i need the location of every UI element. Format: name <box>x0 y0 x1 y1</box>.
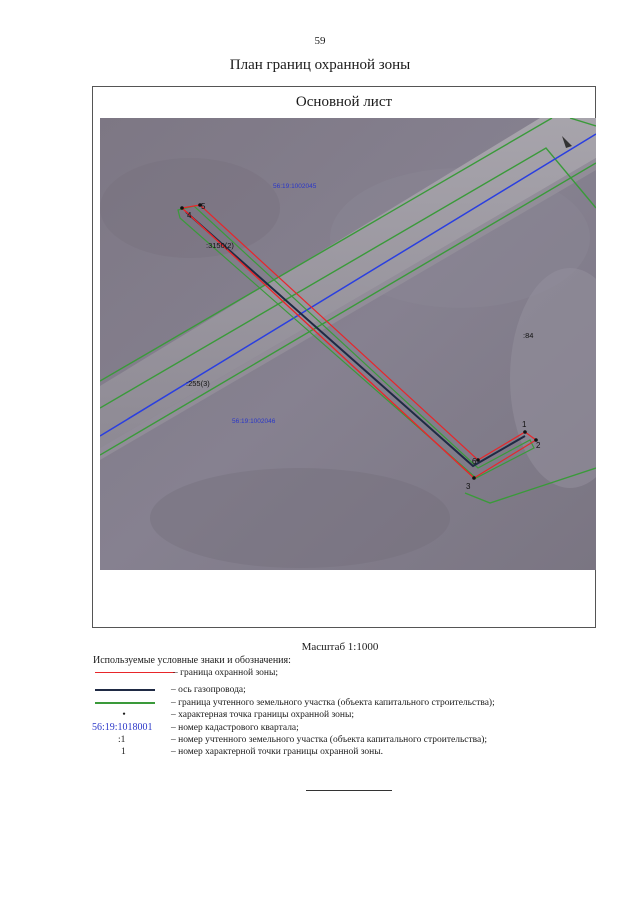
quarter-number-sample: 56:19:1018001 <box>92 722 153 733</box>
legend-text: – ось газопровода; <box>171 685 246 695</box>
boundary-point <box>180 206 184 210</box>
legend-heading: Используемые условные знаки и обозначения: <box>93 655 291 666</box>
boundary-point <box>523 430 527 434</box>
parcel-label: :3150(2) <box>206 241 234 250</box>
red-line-icon <box>93 667 163 679</box>
point-label-2: 2 <box>536 441 541 450</box>
legend-text: – граница учтенного земельного участка (объекта капитального строительства); <box>171 698 495 708</box>
parcel-label: :84 <box>523 331 534 340</box>
parcel-label: :255(3) <box>186 379 210 388</box>
dark-line-icon <box>93 684 163 696</box>
aerial-map <box>100 118 596 570</box>
point-label-4: 4 <box>187 211 192 220</box>
point-label-5: 5 <box>201 202 206 211</box>
boundary-point <box>472 476 476 480</box>
signature-line <box>306 790 392 791</box>
field-patch <box>150 468 450 568</box>
legend-text: – номер характерной точки границы охранной зоны. <box>171 747 383 757</box>
legend-text: – номер учтенного земельного участка (объекта капитального строительства); <box>171 735 488 745</box>
legend-text: – номер кадастрового квартала; <box>171 723 299 733</box>
field-patch <box>100 158 280 258</box>
point-number-sample: 1 <box>121 747 126 757</box>
boundary-point <box>476 458 480 462</box>
green-line-icon <box>93 697 163 709</box>
point-label-1: 1 <box>522 420 527 429</box>
parcel-number-sample: :1 <box>118 735 126 745</box>
legend-text: – характерная точка границы охранной зоны; <box>171 710 354 720</box>
legend-text: – граница охранной зоны; <box>173 668 278 678</box>
scale-label: Масштаб 1:1000 <box>301 641 379 653</box>
point-dot-icon: • <box>122 710 126 720</box>
point-label-6: 6 <box>472 457 477 466</box>
quarter-label: 56:19:1002045 <box>273 183 317 190</box>
plan-title: План границ охранной зоны <box>229 57 411 73</box>
sheet-title: Основной лист <box>295 94 393 110</box>
point-label-3: 3 <box>466 482 471 491</box>
page-number: 59 <box>314 35 326 47</box>
quarter-label: 56:19:1002046 <box>232 418 276 425</box>
